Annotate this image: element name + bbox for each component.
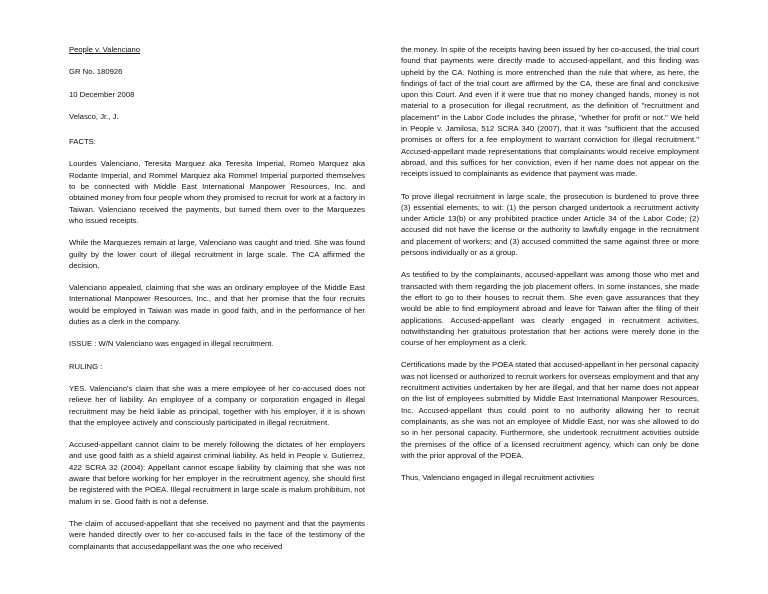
case-title: People v. Valenciano: [69, 45, 141, 54]
gr-number: GR No. 180926: [69, 67, 123, 77]
facts-paragraph: Lourdes Valenciano, Teresita Marquez aka Teresita Imperial, Romeo Marquez aka Rodante Imperial, and Rommel Marquez aka Rommel Imperial purported themselves to be connected with Middle East International Manpower Resources, Inc. and obtained money from four people whom they promised to recruit for work at a factory in Taiwan. Valenciano received the payments, but turned them over to the Marquezes who issued receipts.: [69, 159, 365, 225]
ruling-paragraph: Accused-appellant cannot claim to be merely following the dictates of her employers and use good faith as a shield against criminal liability. As held in People v. Gutierrez, 422 SCRA 32 (2004): Appellant cannot escape liability by claiming that she was not aware that before working for her employer in the recruitment agency, she should first be registered with the POEA. Illegal recruitment in large scale is malum prohibitum, not malum in se. Good faith is not a defense.: [69, 440, 365, 506]
decision-date: 10 December 2008: [69, 89, 135, 99]
ruling-paragraph: The claim of accused-appellant that she received no payment and that the payments were handed directly over to her co-accused fails in the face of the testimony of the complainants that accusedappellant was the one who received: [69, 518, 365, 551]
left-column: [69, 44, 365, 563]
facts-label: FACTS:: [69, 137, 96, 147]
issue-statement: ISSUE : W/N Valenciano was engaged in illegal recruitment.: [69, 339, 274, 349]
ruling-paragraph: To prove illegal recruitment in large scale, the prosecution is burdened to prove three (3) essential elements, to wit: (1) the person charged undertook a recruitment activity under Article 13(b) or any prohibited practice under Article 34 of the Labor Code; (2) accused did not have the license or the authority to lawfully engage in the recruitment and placement of workers; and (3) accused committed the same against three or more persons individually or as a group.: [401, 191, 699, 258]
ruling-label: RULING :: [69, 361, 103, 371]
ruling-paragraph: Certifications made by the POEA stated that accused-appellant in her personal capacity was not licensed or authorized to recruit workers for overseas employment and that any recruitment activities undertaken by her are illegal, and that her name does not appear on the list of employees submitted by Middle East International Manpower Resources, Inc. Accused-appellant thus could point to no authority allowing her to recruit complainants, as she was not an employee of Middle East, nor was she allowed to do so in her personal capacity. Furthermore, she undertook recruitment activities outside the premises of the office of a licensed recruitment agency, which can only be done with the prior approval of the POEA.: [401, 360, 699, 460]
ruling-paragraph: YES. Valenciano's claim that she was a mere employee of her co-accused does not relieve her of liability. An employee of a company or corporation engaged in illegal recruitment may be held liable as principal, together with his employer, if it is shown that the employee actively and consciously participated in illegal recruitment.: [69, 383, 365, 427]
conclusion-paragraph: Thus, Valenciano engaged in illegal recruitment activities: [401, 473, 595, 483]
ponente: Velasco, Jr., J.: [69, 111, 119, 121]
facts-paragraph: While the Marquezes remain at large, Valenciano was caught and tried. She was found guilty by the lower court of illegal recruitment in large scale. The CA affirmed the decision.: [69, 238, 365, 270]
case-header: [69, 44, 365, 122]
ruling-paragraph: As testified to by the complainants, accused-appellant was among those who met and transacted with them regarding the job placement offers. In some instances, she made the effort to go to their houses to recruit them. She even gave assurances that they would be able to find employment abroad and leave for Taiwan after the filing of their applications. Accused-appellant was clearly engaged in recruitment activities, notwithstanding her gratuitous protestation that her actions were merely done in the course of her employment as a clerk.: [401, 270, 699, 348]
right-column: [401, 44, 699, 494]
facts-paragraph: Valenciano appealed, claiming that she was an ordinary employee of the Middle East International Manpower Resources, Inc., and that her promise that the four recruits would be employed in Taiwan was made in good faith, and in the performance of her duties as a clerk in the company.: [69, 283, 365, 327]
ruling-paragraph: the money. In spite of the receipts having been issued by her co-accused, the trial court found that payments were directly made to accused-appellant, and this finding was upheld by the CA. Nothing is more entrenched than the rule that where, as here, the findings of fact of the trial court are affirmed by the CA, these are final and conclusive upon this Court. And even if it were true that no money changed hands, money is not material to a prosecution for illegal recruitment, as the definition of "recruitment and placement" in the Labor Code includes the phrase, "whether for profit or not." We held in People v. Jamilosa, 512 SCRA 340 (2007), that it was "sufficient that the accused promises or offers for a fee employment to warrant conviction for illegal recruitment." Accused-appellant made representations that complainants would receive employment abroad, and this suffices for her conviction, even if her name does not appear on the receipts issued to complainants as evidence that payment was made.: [401, 45, 699, 179]
